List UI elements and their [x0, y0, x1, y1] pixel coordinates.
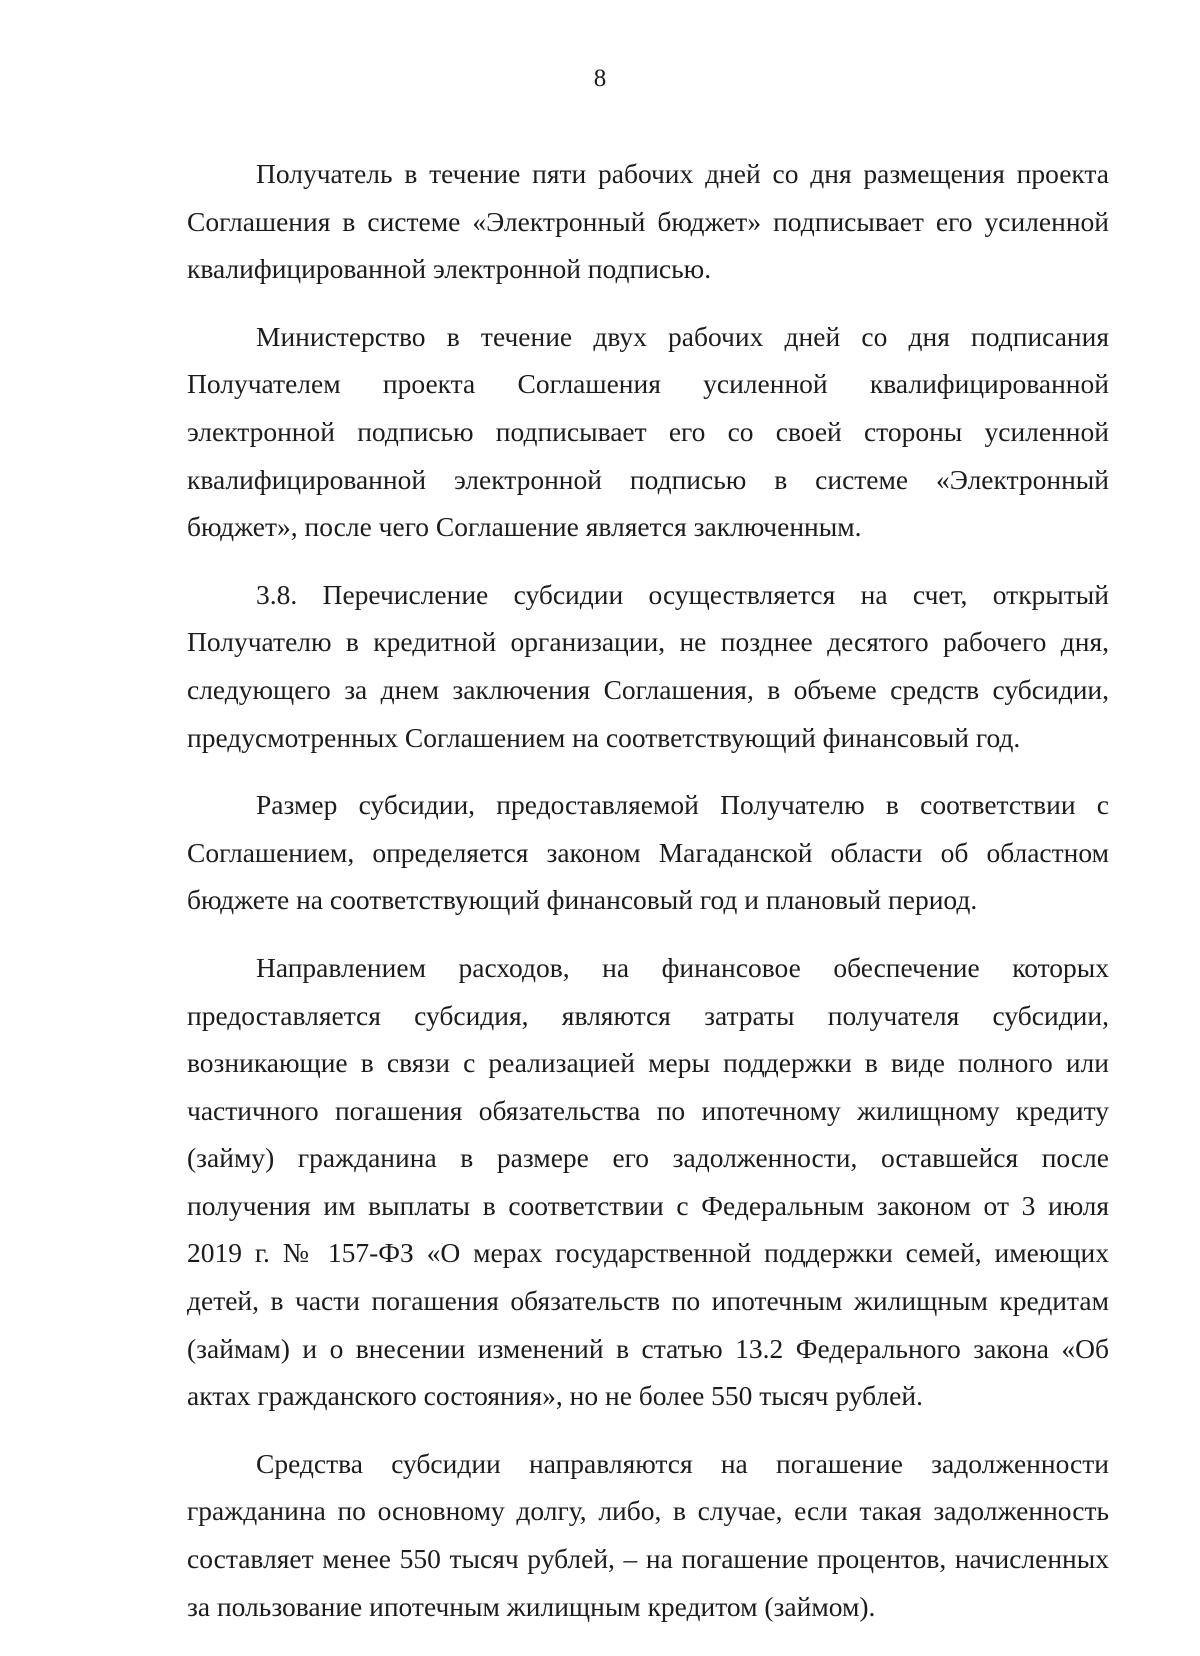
- document-body: [187, 150, 1109, 1650]
- page-number: 8: [593, 65, 607, 92]
- paragraph-subsidy-size: Размер субсидии, предоставляемой Получателю в соответствии с Соглашением, определяется законом Магаданской области об областном бюджете на соответствующий финансовый год и плановый период.: [187, 789, 1109, 916]
- paragraph-funds-usage: Средства субсидии направляются на погашение задолженности гражданина по основному долгу, либо, в случае, если такая задолженность составляет менее 550 тысяч рублей, – на погашение процентов, начисленных за пользование ипотечным жилищным кредитом (займом).: [187, 1447, 1109, 1622]
- paragraph-signing-by-ministry: Министерство в течение двух рабочих дней со дня подписания Получателем проекта Соглашения усиленной квалифицированной электронной подписью подписывает его со своей стороны усиленной квалифицированной электронной подписью в системе «Электронный бюджет», после чего Соглашение является заключенным.: [187, 320, 1109, 543]
- paragraph-expense-direction: Направлением расходов, на финансовое обеспечение которых предоставляется субсидия, являются затраты получателя субсидии, возникающие в связи с реализацией меры поддержки в виде полного или частичного погашения обязательства по ипотечному жилищному кредиту (займу) гражданина в размере его задолженности, оставшейся после получения им выплаты в соответствии с Федеральным законом от 3 июля 2019 г. № 157-ФЗ «О мерах государственной поддержки семей, имеющих детей, в части погашения обязательств по ипотечным жилищным кредитам (займам) и о внесении изменений в статью 13.2 Федерального закона «Об актах гражданского состояния», но не более 550 тысяч рублей.: [187, 951, 1109, 1412]
- paragraph-3-8-transfer: 3.8. Перечисление субсидии осуществляется на счет, открытый Получателю в кредитной организации, не позднее десятого рабочего дня, следующего за днем заключения Соглашения, в объеме средств субсидии, предусмотренных Соглашением на соответствующий финансовый год.: [187, 578, 1109, 753]
- paragraph-signing-by-recipient: Получатель в течение пяти рабочих дней со дня размещения проекта Соглашения в системе «Электронный бюджет» подписывает его усиленной квалифицированной электронной подписью.: [187, 158, 1109, 285]
